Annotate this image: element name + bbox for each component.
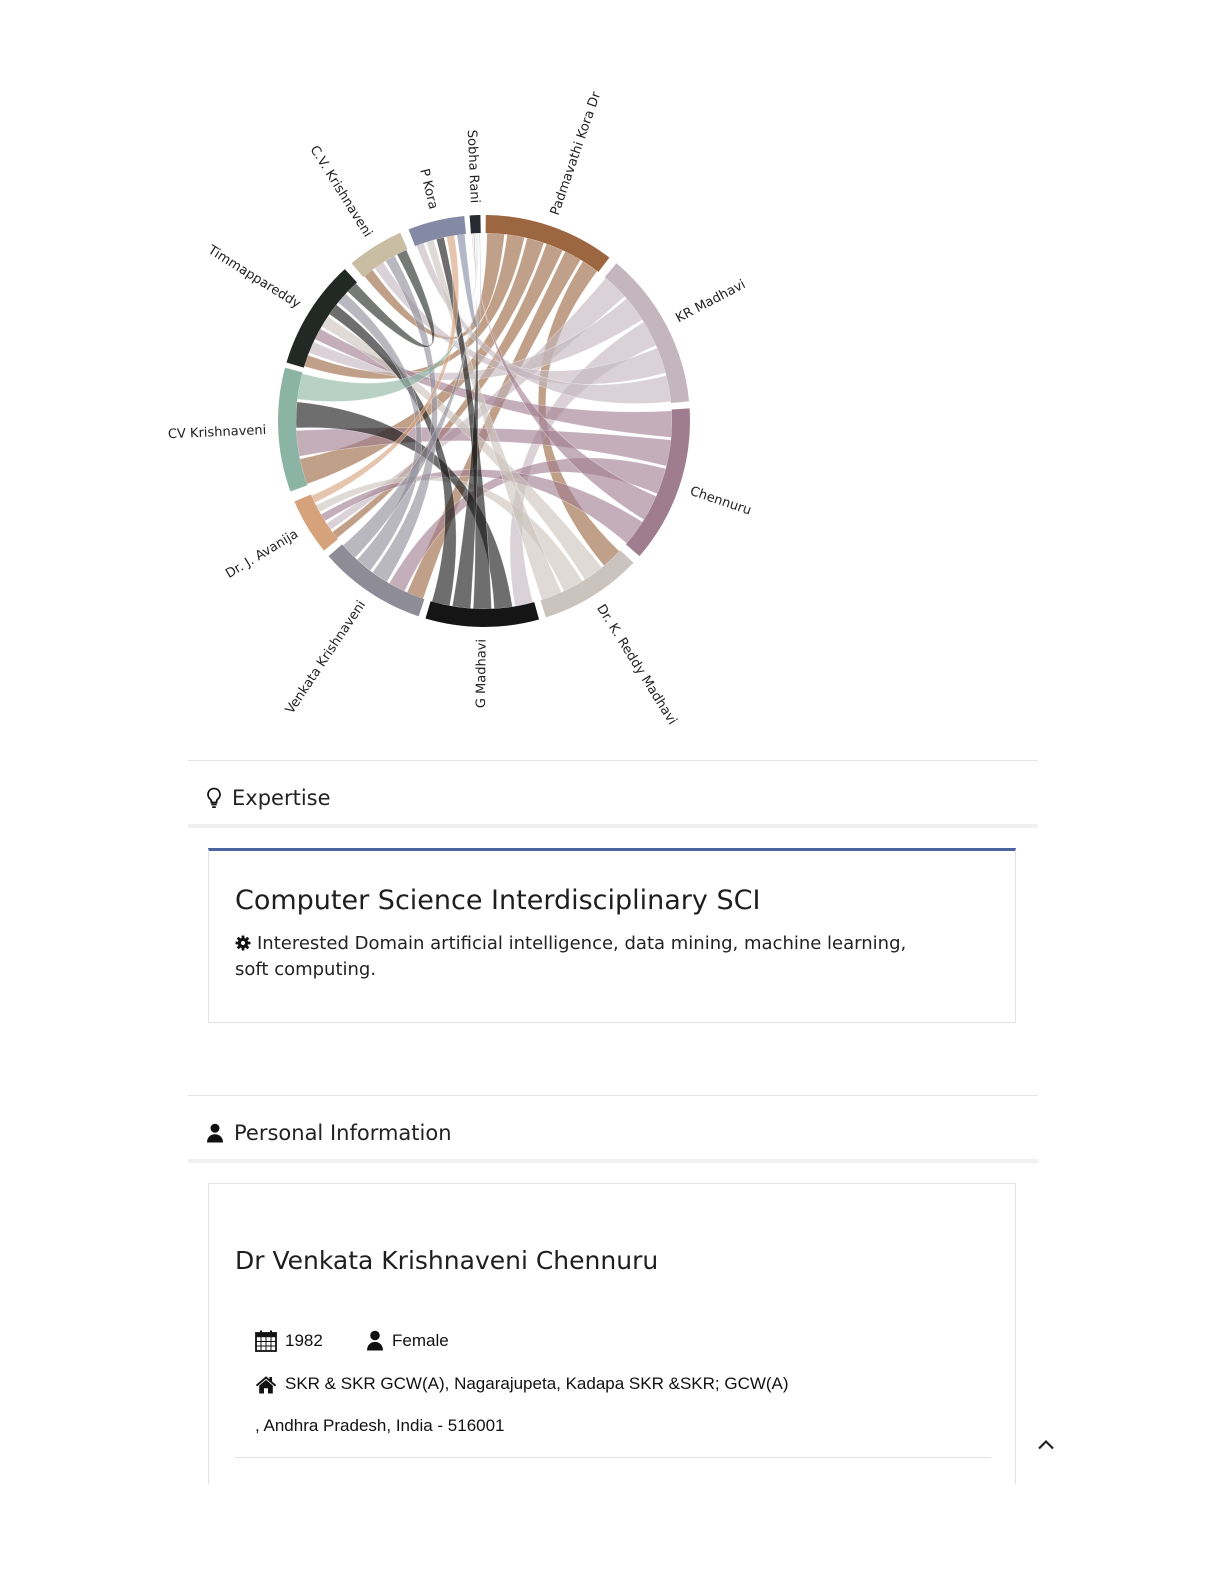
- gender-row: [366, 1330, 449, 1351]
- expertise-card-title: Computer Science Interdisciplinary SCI: [235, 885, 761, 916]
- expertise-section-title: Expertise: [232, 786, 331, 810]
- chord-label-timmappareddy: Timmappareddy: [205, 242, 304, 312]
- chord-label-chennuru: Chennuru: [688, 483, 754, 519]
- chord-label-kr-madhavi: KR Madhavi: [673, 277, 749, 327]
- personal-header: [206, 1121, 452, 1145]
- birth-year-row: [255, 1330, 323, 1352]
- chord-label-dr-k-reddy-madhavi: Dr. K. Reddy Madhavi: [593, 601, 680, 728]
- address-row: [255, 1374, 789, 1394]
- address-line-2: , Andhra Pradesh, India - 516001: [255, 1416, 505, 1435]
- expertise-description: [235, 931, 935, 983]
- section-divider: [188, 760, 1038, 761]
- chord-label-padmavathi-kora-dr: Padmavathi Kora Dr: [547, 90, 605, 218]
- lightbulb-icon: [206, 787, 222, 809]
- chord-label-p-kora: P Kora: [416, 167, 441, 211]
- chord-label-c-v-krishnaveni: C.V. Krishnaveni: [306, 143, 375, 241]
- chord-label-g-madhavi: G Madhavi: [473, 638, 490, 709]
- personal-info-card: [208, 1183, 1016, 1484]
- coauthor-chord-chart: [0, 0, 1224, 760]
- chord-label-sobha-rani: Sobha Rani: [463, 129, 482, 204]
- gear-icon: [235, 935, 251, 951]
- section-underline: [188, 824, 1038, 828]
- personal-section-title: Personal Information: [234, 1121, 452, 1145]
- birth-year: 1982: [285, 1331, 323, 1350]
- chord-label-cv-krishnaveni: CV Krishnaveni: [167, 423, 267, 443]
- chord-label-dr-j-avanija: Dr. J. Avanija: [223, 526, 302, 582]
- card-divider: [235, 1457, 991, 1458]
- chord-label-venkata-krishnaveni: Venkata Krishnaveni: [282, 598, 370, 717]
- calendar-icon: [255, 1330, 277, 1352]
- section-divider: [188, 1095, 1038, 1096]
- user-icon: [206, 1123, 224, 1143]
- expertise-card: [208, 848, 1016, 1023]
- address-line-1: SKR & SKR GCW(A), Nagarajupeta, Kadapa SKR &SKR; GCW(A): [285, 1374, 789, 1393]
- chord-arc-sobha-rani[interactable]: [470, 215, 481, 233]
- gender: Female: [392, 1330, 449, 1350]
- address-row-2: [255, 1416, 505, 1436]
- expertise-description-text: Interested Domain artificial intelligence, data mining, machine learning, soft computing.: [235, 933, 907, 980]
- home-icon: [255, 1375, 277, 1394]
- section-underline: [188, 1159, 1038, 1163]
- user-icon: [366, 1330, 384, 1351]
- expertise-header: [206, 786, 331, 810]
- chevron-up-icon[interactable]: [1034, 1433, 1058, 1457]
- person-name: Dr Venkata Krishnaveni Chennuru: [235, 1246, 659, 1275]
